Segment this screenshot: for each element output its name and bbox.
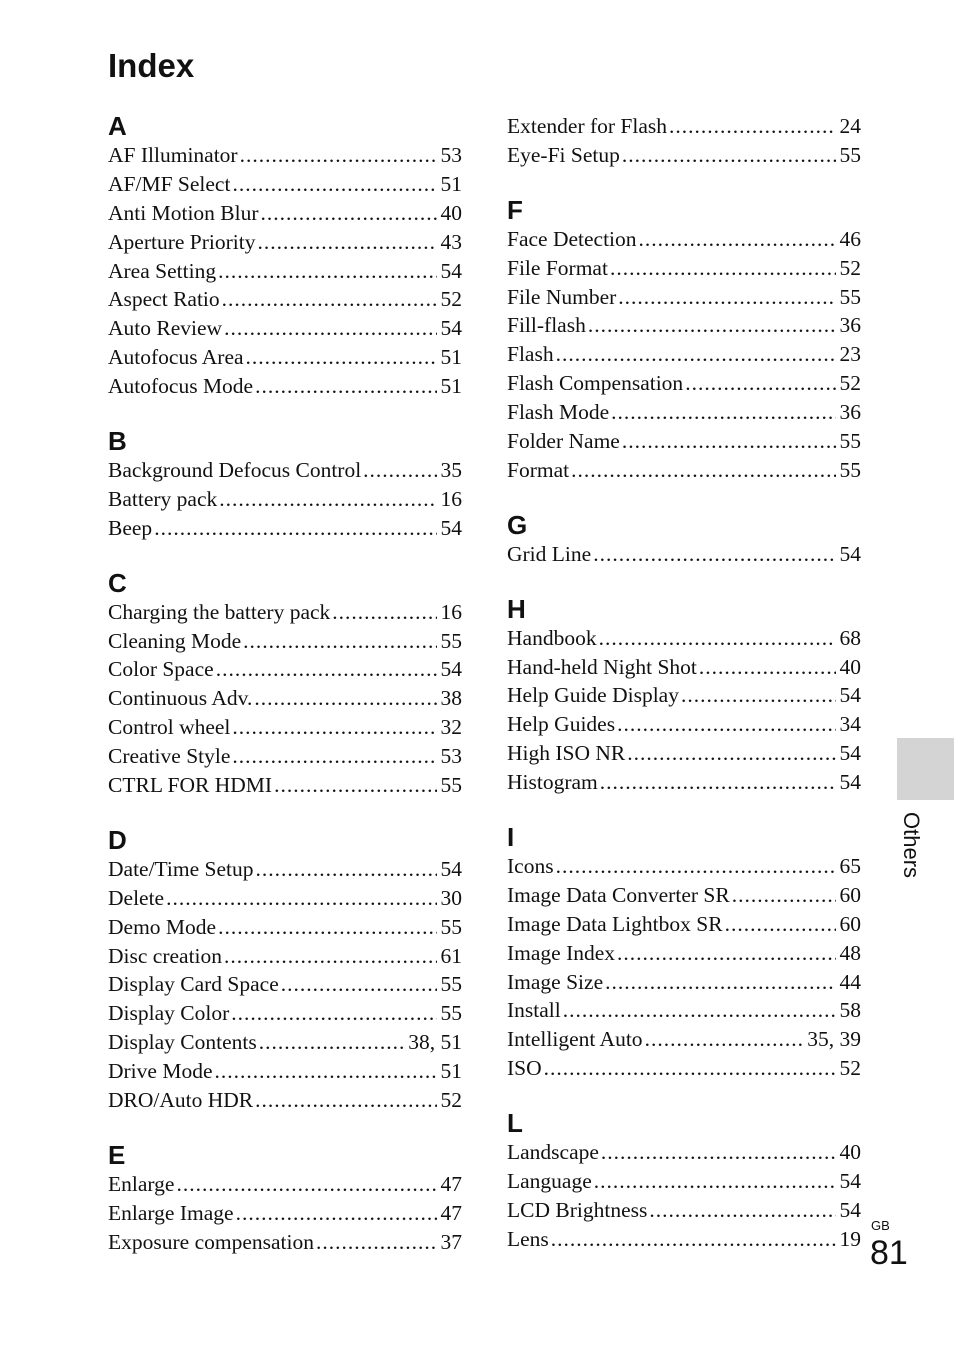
index-entry — [108, 884, 462, 913]
entry-term: Hand-held Night Shot — [507, 654, 697, 679]
entry-term: Lens — [507, 1226, 549, 1251]
dot-leader — [588, 311, 836, 340]
entry-page-ref: 55 — [839, 284, 861, 309]
index-entry — [507, 881, 861, 910]
index-entry — [108, 141, 462, 170]
index-section — [507, 823, 861, 1083]
index-entry — [507, 540, 861, 569]
entry-page-ref: 38 — [440, 686, 462, 711]
index-section — [108, 427, 462, 543]
dot-leader — [732, 881, 836, 910]
section-letter: A — [108, 111, 127, 141]
entry-term: Delete — [108, 885, 165, 910]
dot-leader — [231, 999, 436, 1028]
entry-page-ref: 52 — [839, 255, 861, 280]
dot-leader — [154, 514, 436, 543]
index-entry — [507, 852, 861, 881]
entry-term: LCD Brightness — [507, 1197, 648, 1222]
index-entry — [108, 999, 462, 1028]
entry-term: Display Card Space — [108, 972, 279, 997]
entry-term: Flash Compensation — [507, 371, 684, 396]
dot-leader — [617, 710, 835, 739]
entry-page-ref: 54 — [839, 1169, 861, 1194]
index-section — [507, 112, 861, 170]
index-entry — [507, 311, 861, 340]
index-entry — [507, 710, 861, 739]
index-entry — [507, 910, 861, 939]
entry-term: Anti Motion Blur — [108, 200, 259, 225]
entry-page-ref: 40 — [839, 1140, 861, 1165]
dot-leader — [274, 771, 436, 800]
index-entry — [507, 1196, 861, 1225]
index-entry — [507, 768, 861, 797]
entry-term: Continuous Adv. — [108, 686, 253, 711]
entry-page-ref: 51 — [440, 171, 462, 196]
entry-term: ISO — [507, 1056, 542, 1081]
index-entry — [108, 314, 462, 343]
entry-term: Enlarge — [108, 1171, 175, 1196]
entry-term: CTRL FOR HDMI — [108, 773, 273, 798]
dot-leader — [232, 170, 436, 199]
section-letter: H — [507, 593, 526, 624]
entry-page-ref: 53 — [440, 744, 462, 769]
entry-page-ref: 44 — [839, 969, 861, 994]
entry-page-ref: 54 — [440, 258, 462, 283]
entry-page-ref: 32 — [440, 715, 462, 740]
index-entry — [108, 771, 462, 800]
entry-page-ref: 52 — [839, 1056, 861, 1081]
index-entry — [507, 398, 861, 427]
index-entry — [507, 340, 861, 369]
dot-leader — [232, 742, 436, 771]
entry-term: Display Contents — [108, 1030, 257, 1055]
dot-leader — [599, 624, 836, 653]
index-entry — [108, 285, 462, 314]
entry-term: Auto Review — [108, 316, 223, 341]
index-entry — [108, 170, 462, 199]
entry-page-ref: 60 — [839, 882, 861, 907]
index-entry — [108, 372, 462, 401]
entry-page-ref: 30 — [440, 885, 462, 910]
index-entry — [108, 742, 462, 771]
dot-leader — [243, 627, 436, 656]
entry-term: Battery pack — [108, 486, 218, 511]
entry-term: Demo Mode — [108, 914, 217, 939]
section-letter: E — [108, 1139, 126, 1170]
dot-leader — [218, 257, 436, 286]
entry-page-ref: 55 — [440, 914, 462, 939]
index-column-right — [507, 112, 861, 1280]
entry-page-ref: 54 — [839, 770, 861, 795]
dot-leader — [281, 970, 437, 999]
entry-term: Flash Mode — [507, 400, 610, 425]
entry-page-ref: 35, 39 — [807, 1027, 861, 1052]
entry-page-ref: 54 — [839, 741, 861, 766]
entry-term: Flash — [507, 342, 554, 367]
dot-leader — [685, 369, 835, 398]
dot-leader — [601, 1138, 836, 1167]
entry-term: DRO/Auto HDR — [108, 1088, 254, 1113]
entry-page-ref: 19 — [839, 1226, 861, 1251]
dot-leader — [610, 254, 836, 283]
entry-page-ref: 54 — [440, 515, 462, 540]
entry-page-ref: 54 — [440, 316, 462, 341]
dot-leader — [627, 739, 835, 768]
entry-page-ref: 34 — [839, 712, 861, 737]
entry-page-ref: 55 — [440, 773, 462, 798]
dot-leader — [571, 456, 835, 485]
entry-page-ref: 54 — [839, 683, 861, 708]
region-code: GB — [871, 1218, 890, 1233]
index-entry — [108, 257, 462, 286]
entry-term: Aspect Ratio — [108, 287, 220, 312]
index-entry — [108, 942, 462, 971]
dot-leader — [593, 540, 835, 569]
entry-page-ref: 53 — [440, 143, 462, 167]
index-entry — [507, 456, 861, 485]
entry-term: Image Size — [507, 969, 604, 994]
entry-term: Face Detection — [507, 226, 637, 251]
entry-term: Display Color — [108, 1001, 230, 1026]
entry-page-ref: 55 — [440, 972, 462, 997]
dot-leader — [256, 855, 437, 884]
index-entry — [108, 485, 462, 514]
index-entry — [507, 996, 861, 1025]
index-entry — [108, 514, 462, 543]
section-letter: D — [108, 824, 127, 855]
entry-term: Aperture Priority — [108, 229, 256, 254]
dot-leader — [649, 1196, 835, 1225]
entry-term: Image Index — [507, 940, 616, 965]
entry-term: Charging the battery pack — [108, 599, 331, 624]
index-entry — [507, 624, 861, 653]
dot-leader — [224, 942, 436, 971]
entry-page-ref: 37 — [440, 1229, 462, 1254]
dot-leader — [166, 884, 436, 913]
entry-page-ref: 54 — [839, 1197, 861, 1222]
entry-page-ref: 55 — [839, 142, 861, 167]
dot-leader — [232, 713, 436, 742]
entry-term: Enlarge Image — [108, 1200, 234, 1225]
entry-page-ref: 54 — [440, 856, 462, 881]
dot-leader — [222, 285, 437, 314]
dot-leader — [544, 1054, 836, 1083]
entry-page-ref: 24 — [839, 114, 861, 138]
index-entry — [108, 343, 462, 372]
entry-page-ref: 35 — [440, 458, 462, 483]
entry-term: Cleaning Mode — [108, 628, 242, 653]
index-entry — [108, 855, 462, 884]
index-entry — [507, 254, 861, 283]
entry-page-ref: 60 — [839, 911, 861, 936]
entry-term: Extender for Flash — [507, 114, 668, 138]
section-letter: L — [507, 1108, 523, 1139]
entry-term: Icons — [507, 854, 554, 879]
index-entry — [108, 598, 462, 627]
index-entry — [108, 1028, 462, 1057]
entry-page-ref: 38, 51 — [408, 1030, 462, 1055]
dot-leader — [219, 485, 436, 514]
entry-page-ref: 54 — [839, 541, 861, 566]
index-section — [108, 569, 462, 800]
entry-term: Handbook — [507, 625, 597, 650]
entry-page-ref: 54 — [440, 657, 462, 682]
index-entry — [108, 1057, 462, 1086]
dot-leader — [563, 996, 836, 1025]
dot-leader — [618, 283, 835, 312]
entry-term: Beep — [108, 515, 153, 540]
entry-term: Background Defocus Control — [108, 458, 362, 483]
index-entry — [507, 225, 861, 254]
entry-page-ref: 36 — [839, 400, 861, 425]
dot-leader — [681, 681, 836, 710]
entry-page-ref: 46 — [839, 226, 861, 251]
index-entry — [507, 739, 861, 768]
entry-term: AF/MF Select — [108, 171, 231, 196]
entry-page-ref: 16 — [440, 486, 462, 511]
entry-term: Landscape — [507, 1140, 599, 1165]
entry-term: Intelligent Auto — [507, 1027, 643, 1052]
index-entry — [108, 655, 462, 684]
entry-term: Image Data Converter SR — [507, 882, 730, 907]
page-number: 81 — [870, 1234, 908, 1272]
index-entry — [507, 1025, 861, 1054]
index-entry — [507, 283, 861, 312]
entry-page-ref: 23 — [839, 342, 861, 367]
dot-leader — [622, 141, 836, 170]
dot-leader — [605, 968, 835, 997]
entry-page-ref: 40 — [440, 200, 462, 225]
dot-leader — [645, 1025, 804, 1054]
entry-term: Autofocus Mode — [108, 374, 254, 399]
entry-page-ref: 58 — [839, 998, 861, 1023]
dot-leader — [363, 456, 436, 485]
dot-leader — [215, 1057, 437, 1086]
dot-leader — [218, 913, 436, 942]
entry-page-ref: 40 — [839, 654, 861, 679]
index-entry — [108, 627, 462, 656]
index-section — [507, 595, 861, 797]
index-entry — [507, 1138, 861, 1167]
index-entry — [108, 228, 462, 257]
dot-leader — [257, 228, 436, 257]
dot-leader — [699, 653, 836, 682]
index-entry — [507, 1225, 861, 1254]
dot-leader — [216, 655, 437, 684]
entry-term: Disc creation — [108, 943, 223, 968]
entry-term: File Number — [507, 284, 617, 309]
dot-leader — [254, 684, 436, 713]
dot-leader — [551, 1225, 836, 1254]
entry-page-ref: 51 — [440, 345, 462, 370]
dot-leader — [259, 1028, 405, 1057]
section-tab-marker — [897, 738, 954, 800]
index-entry — [507, 427, 861, 456]
entry-page-ref: 36 — [839, 313, 861, 338]
index-section — [507, 511, 861, 569]
dot-leader — [639, 225, 836, 254]
index-entry — [108, 1086, 462, 1115]
entry-term: Area Setting — [108, 258, 217, 283]
entry-page-ref: 65 — [839, 854, 861, 879]
index-entry — [507, 681, 861, 710]
dot-leader — [622, 427, 836, 456]
entry-term: Autofocus Area — [108, 345, 244, 370]
index-entry — [108, 970, 462, 999]
entry-term: Control wheel — [108, 715, 231, 740]
entry-term: Date/Time Setup — [108, 856, 254, 881]
section-letter: I — [507, 822, 515, 853]
entry-page-ref: 16 — [440, 599, 462, 624]
index-entry — [108, 684, 462, 713]
entry-page-ref: 47 — [440, 1171, 462, 1196]
entry-page-ref: 51 — [440, 374, 462, 399]
index-entry — [507, 653, 861, 682]
index-entry — [507, 968, 861, 997]
index-section — [507, 1109, 861, 1254]
section-letter: G — [507, 509, 528, 540]
dot-leader — [617, 939, 835, 968]
dot-leader — [600, 768, 836, 797]
entry-term: Grid Line — [507, 541, 592, 566]
index-entry — [108, 456, 462, 485]
entry-term: Folder Name — [507, 429, 620, 454]
dot-leader — [246, 343, 437, 372]
entry-term: Language — [507, 1169, 592, 1194]
index-entry — [507, 112, 861, 141]
entry-term: Install — [507, 998, 561, 1023]
entry-term: Color Space — [108, 657, 214, 682]
entry-term: File Format — [507, 255, 608, 280]
entry-page-ref: 47 — [440, 1200, 462, 1225]
entry-page-ref: 61 — [440, 943, 462, 968]
index-entry — [507, 939, 861, 968]
entry-page-ref: 55 — [440, 1001, 462, 1026]
index-entry — [507, 369, 861, 398]
section-side-label: Others — [899, 812, 924, 879]
entry-term: Creative Style — [108, 744, 231, 769]
index-entry — [507, 1054, 861, 1083]
section-letter: B — [108, 426, 127, 457]
index-entry — [507, 1167, 861, 1196]
dot-leader — [316, 1228, 437, 1257]
entry-page-ref: 55 — [839, 429, 861, 454]
index-section — [108, 826, 462, 1115]
dot-leader — [332, 598, 436, 627]
dot-leader — [255, 372, 436, 401]
entry-term: Drive Mode — [108, 1059, 213, 1084]
entry-page-ref: 43 — [440, 229, 462, 254]
index-entry — [108, 1170, 462, 1199]
index-entry — [108, 713, 462, 742]
entry-term: High ISO NR — [507, 741, 626, 766]
index-entry — [108, 1228, 462, 1257]
page-title: Index — [108, 47, 195, 84]
entry-term: AF Illuminator — [108, 143, 238, 167]
dot-leader — [725, 910, 836, 939]
index-section — [108, 112, 462, 401]
index-column-left — [108, 112, 462, 1283]
index-entry — [108, 199, 462, 228]
entry-term: Image Data Lightbox SR — [507, 911, 723, 936]
index-section — [108, 1141, 462, 1257]
index-entry — [108, 913, 462, 942]
entry-term: Exposure compensation — [108, 1229, 314, 1254]
dot-leader — [611, 398, 835, 427]
dot-leader — [556, 852, 836, 881]
dot-leader — [176, 1170, 436, 1199]
entry-page-ref: 52 — [839, 371, 861, 396]
entry-term: Eye-Fi Setup — [507, 142, 620, 167]
dot-leader — [669, 112, 835, 141]
entry-page-ref: 51 — [440, 1059, 462, 1084]
entry-page-ref: 55 — [839, 457, 861, 482]
index-entry — [108, 1199, 462, 1228]
dot-leader — [236, 1199, 437, 1228]
entry-page-ref: 55 — [440, 628, 462, 653]
index-entry — [507, 141, 861, 170]
section-letter: C — [108, 567, 127, 598]
entry-page-ref: 52 — [440, 287, 462, 312]
index-section — [507, 196, 861, 485]
dot-leader — [556, 340, 836, 369]
entry-term: Help Guide Display — [507, 683, 679, 708]
entry-page-ref: 68 — [839, 625, 861, 650]
entry-term: Fill-flash — [507, 313, 586, 338]
entry-page-ref: 52 — [440, 1088, 462, 1113]
dot-leader — [240, 141, 437, 170]
dot-leader — [224, 314, 436, 343]
dot-leader — [594, 1167, 836, 1196]
dot-leader — [261, 199, 437, 228]
entry-page-ref: 48 — [839, 940, 861, 965]
entry-term: Format — [507, 457, 570, 482]
entry-term: Histogram — [507, 770, 598, 795]
entry-term: Help Guides — [507, 712, 616, 737]
dot-leader — [255, 1086, 436, 1115]
section-letter: F — [507, 194, 523, 225]
